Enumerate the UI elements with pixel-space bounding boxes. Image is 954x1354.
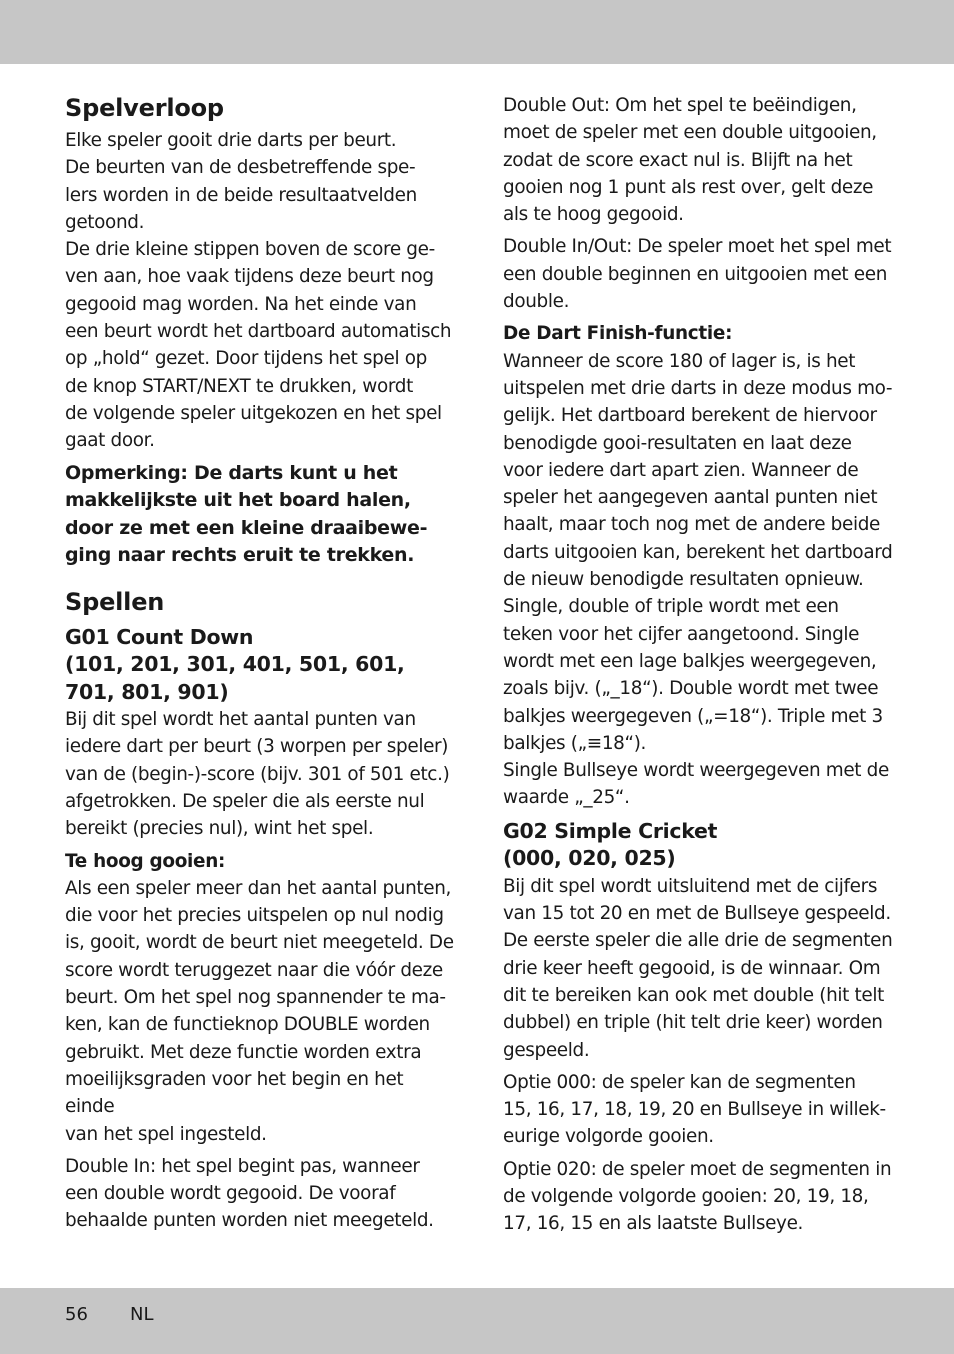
language-code: NL [130, 1304, 154, 1325]
paragraph-dart-finish: Wanneer de score 180 of lager is, is het uitspelen met drie darts in deze modus mo- gelijk. Het dartboard berekent de hiervoor benodigde gooi-resultaten en laat deze voor iedere dart apart zien. Wanneer de speler het aangegeven aantal punten niet haalt, maar toch nog met de andere beide darts uitgooien kan, berekent het dartboard de nieuw benodigde resultaten opnieuw. Single, double of triple wordt met een teken voor het cijfer aangetoond. Single wordt met een lage balkjes weergegeven, zoals bijv. („_18“). Double wordt met twee balkjes weergegeven („=18“). Triple met 3 balkjes („≡18“). Single Bullseye wordt weergegeven met de waarde „_25“. [503, 350, 893, 809]
left-column [65, 92, 457, 1240]
paragraph-g02: Bij dit spel wordt uitsluitend met de cijfers van 15 tot 20 en met de Bullseye gespeeld. De eerste speler die alle drie de segmenten drie keer heeft gegooid, is de winnaar. Om dit te bereiken kan ook met double (hit telt dubbel) en triple (hit telt drie keer) worden gespeeld. [503, 875, 893, 1061]
note-darts-removal: Opmerking: De darts kunt u het makkelijkste uit het board halen, door ze met een kleine draaibewe- ging naar rechts eruit te trekken. [65, 461, 428, 567]
paragraph-g01: Bij dit spel wordt het aantal punten van iedere dart per beurt (3 worpen per speler) van de (begin-)-score (bijv. 301 of 501 etc.) afgetrokken. De speler die als eerste nul bereikt (precies nul), wint het spel. [65, 709, 450, 840]
paragraph-te-hoog-gooien: Als een speler meer dan het aantal punten, die voor het precies uitspelen op nul nodig is, gooit, wordt de beurt niet meegeteld. De score wordt teruggezet naar die vóór deze beurt. Om het spel nog spannender te ma- ken, kan de functieknop DOUBLE worden gebruikt. Met deze functie worden extra moeilijksgraden voor het begin en het einde van het spel ingesteld. [65, 877, 454, 1145]
paragraph-optie-020: Optie 020: de speler moet de segmenten in de volgende volgorde gooien: 20, 19, 18, 17, 16, 15 en als laatste Bullseye. [503, 1158, 892, 1235]
paragraph-spelverloop: Elke speler gooit drie darts per beurt. De beurten van de desbetreffende spe- lers worden in de beide resultaatvelden getoond. De drie kleine stippen boven de score ge- ven aan, hoe vaak tijdens deze beurt nog gegooid mag worden. Na het einde van een beurt wordt het dartboard automatisch op „hold“ gezet. Door tijdens het spel op de knop START/NEXT te drukken, wordt de volgende speler uitgekozen en het spel gaat door. [65, 130, 452, 452]
paragraph-double-out: Double Out: Om het spel te beëindigen, moet de speler met een double uitgooien, zodat de score exact nul is. Blijft na het gooien nog 1 punt als rest over, gelt deze als te hoog gegooid. [503, 95, 877, 226]
header-band [0, 0, 954, 64]
paragraph-double-in: Double In: het spel begint pas, wanneer een double wordt gegooid. De vooraf behaalde punten worden niet meegeteld. [65, 1155, 434, 1232]
right-column [503, 92, 895, 1243]
heading-spelverloop: Spelverloop [65, 94, 224, 122]
heading-g01-count-down: G01 Count Down (101, 201, 301, 401, 501, 601, 701, 801, 901) [65, 624, 405, 704]
paragraph-optie-000: Optie 000: de speler kan de segmenten 15, 16, 17, 18, 19, 20 en Bullseye in willek- eurige volgorde gooien. [503, 1071, 886, 1148]
label-te-hoog-gooien: Te hoog gooien: [65, 850, 226, 872]
paragraph-double-in-out: Double In/Out: De speler moet het spel met een double beginnen en uitgooien met een double. [503, 236, 892, 313]
heading-spellen: Spellen [65, 587, 165, 616]
heading-g02-simple-cricket: G02 Simple Cricket (000, 020, 025) [503, 818, 718, 871]
label-dart-finish: De Dart Finish-functie: [503, 323, 733, 345]
page-number: 56 [65, 1304, 88, 1325]
